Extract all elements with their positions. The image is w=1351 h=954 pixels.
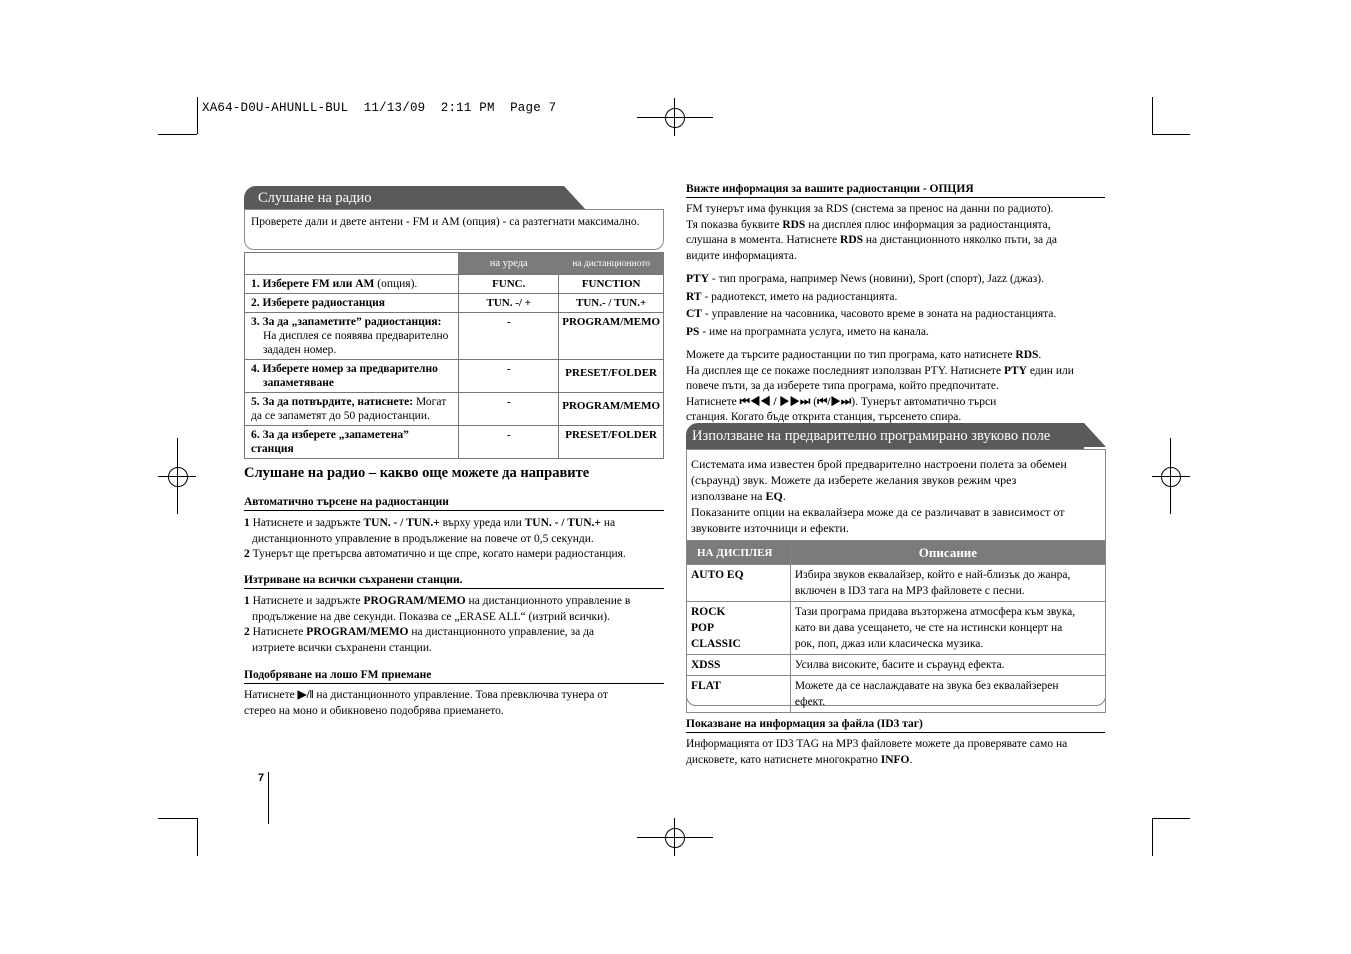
play-pause-icon: ▶/‖	[297, 689, 314, 701]
eq-section-title: Използване на предварително програмирано звуково поле	[692, 428, 1051, 444]
print-file: XA64-D0U-AHUNLL-BUL	[202, 101, 349, 115]
skip-search-icons: ⏮◀◀ / ▶▶⏭	[739, 395, 811, 408]
id3-heading: Показване на информация за файла (ID3 таг)	[686, 718, 1105, 733]
auto-search-text: 1 Натиснете и задръжте TUN. - / TUN.+ върху уреда или TUN. - / TUN.+ на дистанционното управление в продължение на повече от 0,5 секунди. 2 Тунерът ще претърсва автоматично и ще спре, когато намери радиостанция.	[244, 517, 626, 560]
radio-steps-table	[244, 252, 664, 459]
rds-text: FM тунерът има функция за RDS (система за пренос на данни по радиото). Тя показва буквите RDS на дисплея плюс информация за радиостанцията, слушана в момента. Натиснете RDS на дистанционното няколко пъти, за да видите информацията. PTY - тип програма, например News (новини), Sport (спорт), Jazz (джаз). RT - радиотекст, името на радиостанцията. CT - управление на часовника, часовото време в зоната на радиостанцията. PS - име на програмната услуга, името на канала. Можете да търсите радиостанции по тип програма, като натиснете RDS. На дисплея ще се покаже последният използван PTY. Натиснете PTY един или повече пъти, за да изберете типа програма, който предпочитате. Натиснете ⏮◀◀ / ▶▶⏭ (⏮/▶⏭). Тунерът автоматично търси станция. Когато бъде открита станция, търсенето спира.	[686, 203, 1074, 423]
header-remote: на дистанционното	[559, 253, 664, 275]
eq-col-display: НА ДИСПЛЕЯ	[687, 541, 791, 565]
table-row: 4. Изберете номер за предварително запаметяване - PRESET/FOLDER	[245, 360, 664, 393]
print-header	[202, 101, 556, 115]
table-row: 5. За да потвърдите, натиснете: Могат да се запаметят до 50 радиостанции. - PROGRAM/MEMO	[245, 393, 664, 426]
table-row: XDSS Усилва високите, басите и съраунд ефекта.	[687, 655, 1106, 676]
table-row: 6. За да изберете „запаметена” станция - PRESET/FOLDER	[245, 426, 664, 459]
radio-intro-box	[244, 209, 664, 250]
table-row: AUTO EQ Избира звуков еквалайзер, който е най-близък до жанра, включен в ID3 тага на MP3 файловете с песни.	[687, 565, 1106, 602]
poor-fm-text: Натиснете ▶/‖ на дистанционното управление. Това превключва тунера от стерео на моно и обикновено подобрява приемането.	[244, 689, 608, 717]
table-row: FLAT Можете да се наслаждавате на звука без еквалайзерен ефект.	[687, 676, 1106, 713]
eq-table	[686, 540, 1106, 713]
radio-intro-text: Проверете дали и двете антени - FM и AM (опция) - са разтегнати максимално.	[251, 216, 640, 228]
eq-section-tab	[686, 423, 1084, 449]
page-number: 7	[258, 772, 265, 784]
more-title: Слушане на радио – какво още можете да направите	[244, 465, 590, 481]
table-row: 3. За да „запаметите” радиостанция: На дисплея се появява предварително зададен номер. - PROGRAM/MEMO	[245, 313, 664, 360]
erase-text: 1 Натиснете и задръжте PROGRAM/MEMO на дистанционното управление в продължение на две секунди. Показва се „ERASE ALL“ (изтрий всички). 2 Натиснете PROGRAM/MEMO на дистанционното управление, за да изтриете всички съхранени станции.	[244, 595, 631, 654]
eq-col-desc: Описание	[790, 541, 1105, 565]
id3-text: Информацията от ID3 TAG на MP3 файловете можете да проверявате само на дисковете, като натиснете многократно INFO.	[686, 738, 1068, 766]
radio-section-tab	[244, 186, 564, 210]
eq-intro: Системата има известен брой предварително настроени полета за обемен (съраунд) звук. Можете да изберете желания звуков режим чрез използване на EQ. Показаните опции на еквалайзера може да се различават в зависимост от звуковите източници и ефекти.	[691, 457, 1067, 535]
table-row: 1. Изберете FM или AM (опция). FUNC. FUNCTION	[245, 275, 664, 294]
rds-heading: Вижте информация за вашите радиостанции - ОПЦИЯ	[686, 183, 1105, 198]
print-time: 2:11 PM	[440, 101, 495, 115]
print-page-label: Page 7	[510, 101, 557, 115]
skip-icons: ⏮/▶⏭	[817, 395, 852, 408]
radio-section-title: Слушане на радио	[258, 190, 372, 206]
erase-heading: Изтриване на всички съхранени станции.	[244, 574, 664, 589]
table-row: 2. Изберете радиостанция TUN. -/ + TUN.- / TUN.+	[245, 294, 664, 313]
header-device: на уреда	[459, 253, 559, 275]
print-date: 11/13/09	[363, 101, 426, 115]
table-row: ROCK POP CLASSIC Тази програма придава възторжена атмосфера към звука, като ви дава усещането, че сте на истински концерт на рок, поп, джаз или класическа музика.	[687, 602, 1106, 655]
auto-search-heading: Автоматично търсене на радиостанции	[244, 496, 664, 511]
poor-fm-heading: Подобряване на лошо FM приемане	[244, 669, 664, 684]
